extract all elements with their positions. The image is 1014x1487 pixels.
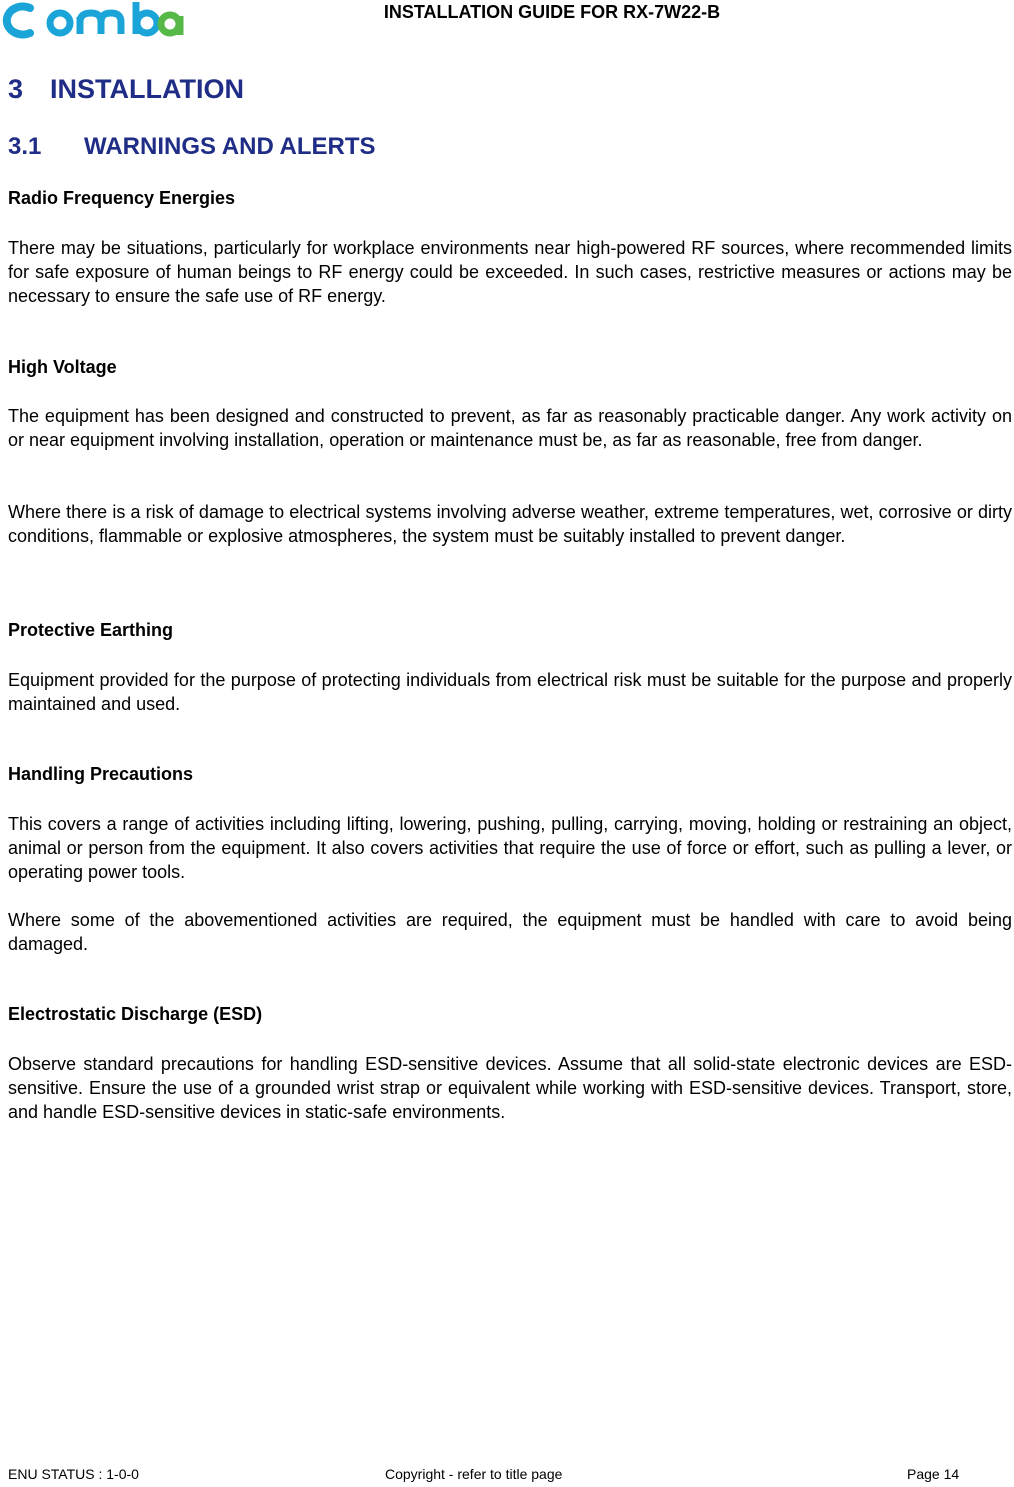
chapter-title: INSTALLATION (50, 74, 244, 104)
paragraph: Where there is a risk of damage to electrical systems involving adverse weather, extreme temperatures, wet, corrosive or dirty conditions, flammable or explosive atmospheres, the system must be suitably installed to prevent danger. (8, 502, 1012, 546)
section-title: WARNINGS AND ALERTS (84, 133, 376, 160)
subsection-title: Handling Precautions (8, 764, 194, 784)
paragraph: Where some of the abovementioned activities are required, the equipment must be handled with care to avoid being damaged. (8, 910, 1012, 954)
subsection-title: Electrostatic Discharge (ESD) (8, 1004, 263, 1024)
subsection-title: Radio Frequency Energies (8, 188, 236, 208)
footer-status: ENU STATUS : 1-0-0 (8, 1466, 139, 1482)
footer-page-number: Page 14 (907, 1466, 960, 1482)
paragraph: This covers a range of activities including lifting, lowering, pushing, pulling, carrying, moving, holding or restraining an object, animal or person from the equipment. It also covers activities that require the use of force or effort, such as pulling a lever, or operating power tools. (8, 814, 1012, 882)
subsection-title: High Voltage (8, 357, 117, 377)
chapter-number: 3 (8, 74, 24, 104)
section-number: 3.1 (8, 133, 42, 160)
section-heading (8, 133, 376, 161)
paragraph: Equipment provided for the purpose of protecting individuals from electrical risk must be suitable for the purpose and properly maintained and used. (8, 670, 1012, 714)
chapter-heading (8, 74, 244, 105)
paragraph: The equipment has been designed and constructed to prevent, as far as reasonably practicable danger. Any work activity on or near equipment involving installation, operation or maintenance must be, as far as reasonable, free from danger. (8, 406, 1012, 450)
paragraph: There may be situations, particularly for workplace environments near high-powered RF sources, where recommended limits for safe exposure of human beings to RF energy could be exceeded. In such cases, restrictive measures or actions may be necessary to ensure the safe use of RF energy. (8, 238, 1012, 306)
subsection-title: Protective Earthing (8, 620, 174, 640)
footer-copyright: Copyright - refer to title page (385, 1466, 563, 1482)
paragraph: Observe standard precautions for handling ESD-sensitive devices. Assume that all solid-state electronic devices are ESD-sensitive. Ensure the use of a grounded wrist strap or equivalent while working with ESD-sensitive devices. Transport, store, and handle ESD-sensitive devices in static-safe environments. (8, 1054, 1012, 1122)
document-title: INSTALLATION GUIDE FOR RX-7W22-B (383, 2, 721, 22)
